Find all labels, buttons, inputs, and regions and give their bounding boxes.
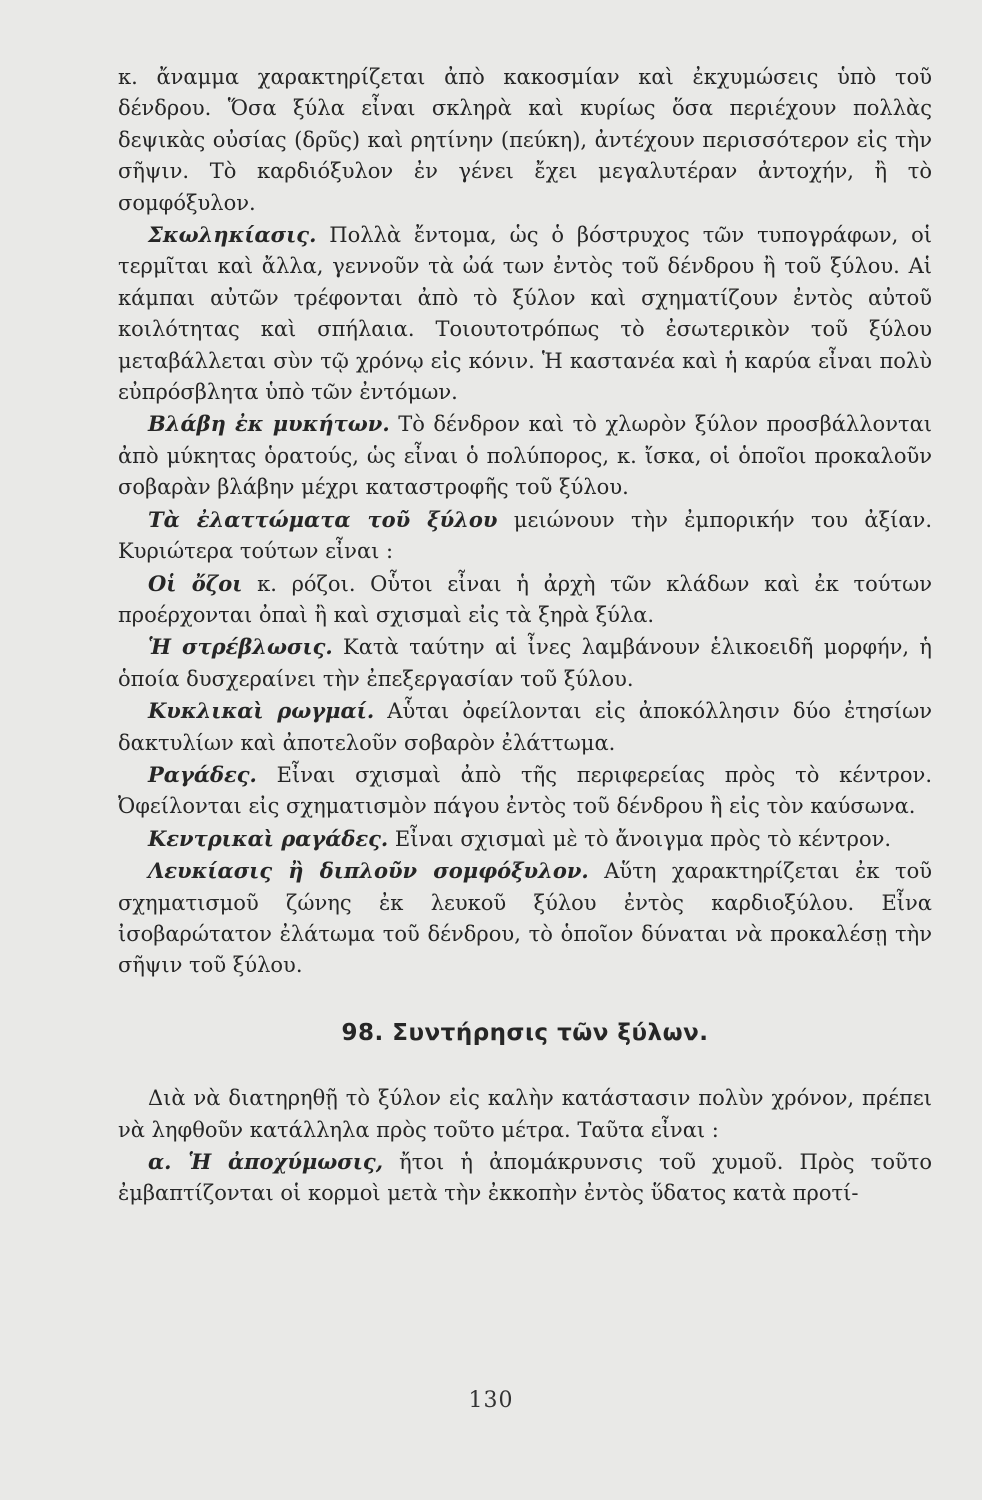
paragraph-strevlosis xyxy=(118,631,932,695)
paragraph-heading: Βλάβη ἐκ μυκήτων. xyxy=(148,411,390,437)
page-number: 130 xyxy=(468,1388,514,1413)
section-title: 98. Συντήρησις τῶν ξύλων. xyxy=(341,1019,709,1046)
paragraph-kyklikai-rogmai xyxy=(118,695,932,759)
paragraph-heading: Οἱ ὄζοι xyxy=(148,570,243,596)
paragraph-heading: Κεντρικαὶ ραγάδες. xyxy=(148,825,389,851)
paragraph-text: Εἶναι σχισμαὶ ἀπὸ τῆς περιφερείας πρὸς τὸ κέντρον. Ὀφείλονται εἰς σχηματισμὸν πάγου ἐντὸς τοῦ δένδρου ἢ εἰς τὸν καύσωνα. xyxy=(118,762,932,819)
paragraph-text: Κατὰ ταύτην αἱ ἶνες λαμβάνουν ἑλικοειδῆ μορφήν, ἡ ὁποία δυσχεραίνει τὴν ἐπεξεργασίαν τοῦ ξύλου. xyxy=(118,635,932,691)
paragraph-vlavi-mykiton xyxy=(118,408,932,503)
paragraph-text: ἤτοι ἡ ἀπομάκρυνσις τοῦ χυμοῦ. Πρὸς τοῦτο ἐμβαπτίζονται οἱ κορμοὶ μετὰ τὴν ἐκκοπὴν ἐντὸς ὕδατος κατὰ προτί- xyxy=(118,1150,932,1206)
page-body xyxy=(118,62,932,1210)
paragraph-heading: Κυκλικαὶ ρωγμαί. xyxy=(148,698,375,724)
paragraph-heading: α. Ἡ ἀποχύμωσις, xyxy=(148,1149,384,1174)
paragraph-ozoi xyxy=(118,568,932,632)
paragraph-text: κ. ρόζοι. Οὗτοι εἶναι ἡ ἀρχὴ τῶν κλάδων καὶ ἐκ τούτων προέρχονται ὀπαὶ ἢ καὶ σχισμαὶ εἰς τὰ ξηρὰ ξύλα. xyxy=(118,571,932,627)
paragraph-text: Εἶναι σχισμαὶ μὲ τὸ ἄνοιγμα πρὸς τὸ κέντρον. xyxy=(388,826,892,851)
paragraph-heading: Ἡ στρέβλωσις. xyxy=(148,634,333,660)
paragraph-elattomata xyxy=(118,504,932,568)
paragraph-heading: Τὰ ἐλαττώματα τοῦ ξύλου xyxy=(148,506,498,532)
paragraph-heading: Ραγάδες. xyxy=(148,761,257,787)
paragraph-syntirisi-intro xyxy=(118,1083,932,1146)
paragraph-skolikiasis xyxy=(118,219,932,408)
paragraph-text: κ. ἄναμμα χαρακτηρίζεται ἀπὸ κακοσμίαν καὶ ἐκχυμώσεις ὑπὸ τοῦ δένδρου. Ὅσα ξύλα εἶναι σκληρὰ καὶ κυρίως ὅσα περιέχουν πολλὰς δεψικὰς οὐσίας (δρῦς) καὶ ρητίνην (πεύκη), ἀντέχουν περισσότερον εἰς τὴν σῆψιν. Τὸ καρδιόξυλον ἐν γένει ἔχει μεγαλυτέραν ἀντοχήν, ἢ τὸ σομφόξυλον. xyxy=(118,65,932,215)
paragraph-apochymosis xyxy=(118,1146,932,1210)
paragraph-text: Αὗται ὀφείλονται εἰς ἀποκόλλησιν δύο ἐτησίων δακτυλίων καὶ ἀποτελοῦν σοβαρὸν ἐλάττωμα. xyxy=(118,699,932,755)
paragraph-text: Πολλὰ ἔντομα, ὡς ὁ βόστρυχος τῶν τυπογράφων, οἱ τερμῖται καὶ ἄλλα, γεννοῦν τὰ ὠά των ἐντὸς τοῦ δένδρου ἢ τοῦ ξύλου. Αἱ κάμπαι αὐτῶν τρέφονται ἀπὸ τὸ ξύλον καὶ σχηματίζουν ἐντὸς αὐτοῦ κοιλότητας καὶ σπήλαια. Τοιουτοτρόπως τὸ ἐσωτερικὸν τοῦ ξύλου μεταβάλλεται σὺν τῷ χρόνῳ εἰς κόνιν. Ἡ καστανέα καὶ ἡ καρύα εἶναι πολὺ εὐπρόσβλητα ὑπὸ τῶν ἐντόμων. xyxy=(118,223,932,405)
paragraph-heading: Σκωληκίασις. xyxy=(148,222,317,248)
paragraph-kentrikai-ragades xyxy=(118,823,932,855)
paragraph-text: μειώνουν τὴν ἐμπορικήν του ἀξίαν. Κυριώτερα τούτων εἶναι : xyxy=(118,507,933,564)
paragraph-intro xyxy=(118,62,932,219)
paragraph-ragades xyxy=(118,759,932,823)
paragraph-text: Τὸ δένδρον καὶ τὸ χλωρὸν ξύλον προσβάλλονται ἀπὸ μύκητας ὁρατούς, ὡς εἶναι ὁ πολύπορος, κ. ἴσκα, οἱ ὁποῖοι προκαλοῦν σοβαρὰν βλάβην μέχρι καταστροφῆς τοῦ ξύλου. xyxy=(118,412,932,500)
paragraph-heading: Λευκίασις ἢ διπλοῦν σομφόξυλον. xyxy=(148,858,589,884)
paragraph-text: Διὰ νὰ διατηρηθῇ τὸ ξύλον εἰς καλὴν κατάστασιν πολὺν χρόνον, πρέπει νὰ ληφθοῦν κατάλληλα πρὸς τοῦτο μέτρα. Ταῦτα εἶναι : xyxy=(118,1086,932,1142)
paragraph-leukiasis xyxy=(118,855,932,982)
paragraph-text: Αὕτη χαρακτηρίζεται ἐκ τοῦ σχηματισμοῦ ζώνης ἐκ λευκοῦ ξύλου ἐντὸς καρδιοξύλου. Εἶνα ἰσοβαρώτατον ἐλάτωμα τοῦ δένδρου, τὸ ὁποῖον δύναται νὰ προκαλέσῃ τὴν σῆψιν τοῦ ξύλου. xyxy=(118,859,932,978)
